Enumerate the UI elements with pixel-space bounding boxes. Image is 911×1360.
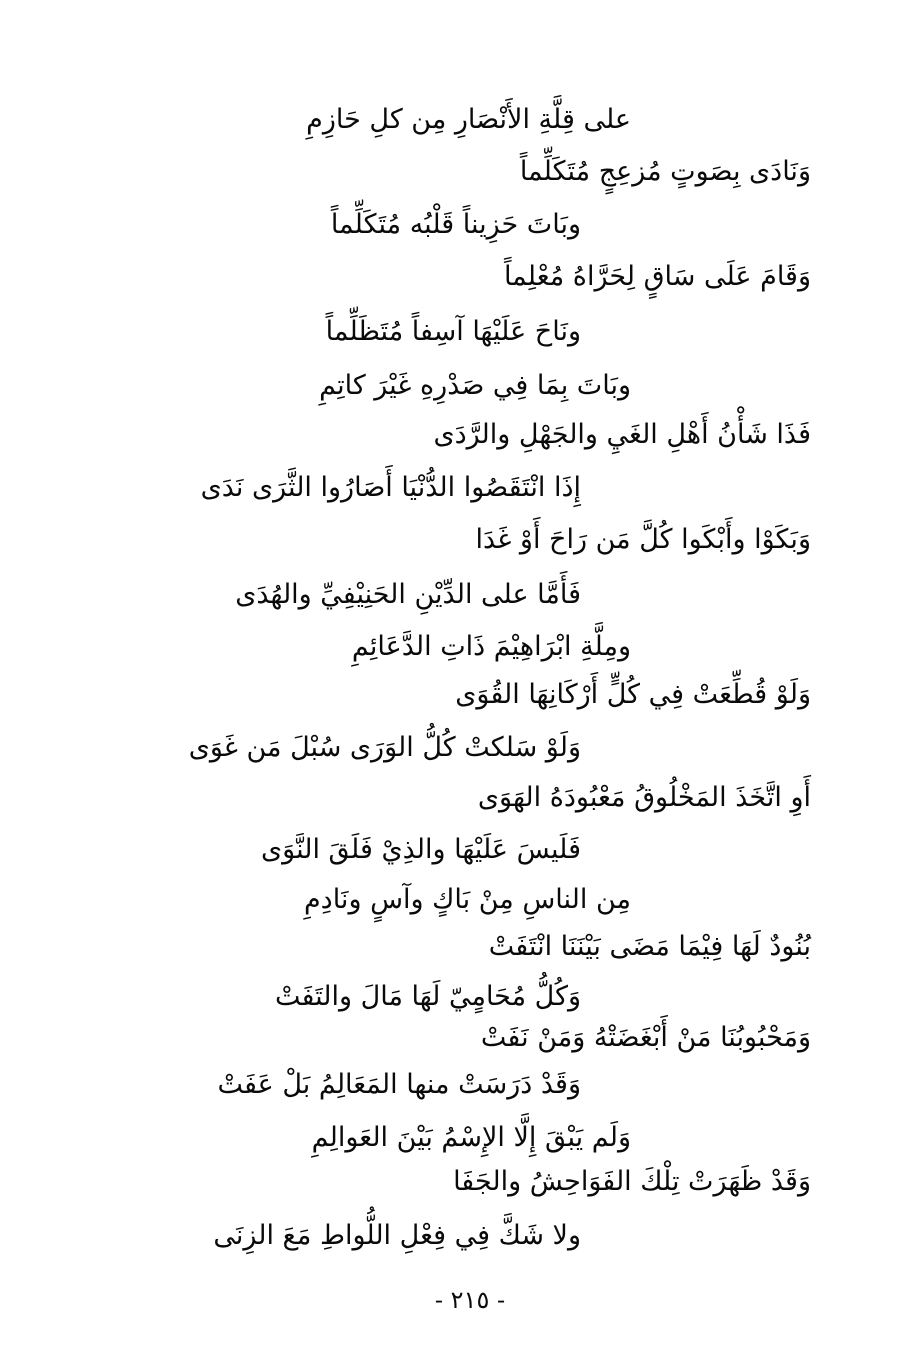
verse-line: إِذَا انْتَقَصُوا الدُّنْيَا أَصَارُوا الثَّرَى نَدَى — [200, 472, 581, 503]
verse-line: وَنَادَى بِصَوتٍ مُزعِجٍ مُتَكَلِّماً — [519, 156, 811, 187]
verse-line: مِن الناسِ مِنْ بَاكٍ وآسٍ ونَادِمِ — [303, 884, 631, 915]
verse-line: بُنُودٌ لَهَا فِيْمَا مَضَى بَيْنَنَا انْتَفَتْ — [488, 931, 811, 962]
verse-line: فَأَمَّا على الدِّيْنِ الحَنِيْفِيِّ والهُدَى — [235, 579, 581, 610]
verse-line: ومِلَّةِ ابْرَاهِيْمَ ذَاتِ الدَّعَائِمِ — [351, 631, 631, 662]
verse-line: أَوِ اتَّخَذَ المَخْلُوقُ مَعْبُودَهُ الهَوَى — [477, 782, 811, 813]
verse-line: فَذَا شَأْنُ أَهْلِ الغَيِ والجَهْلِ والرَّدَى — [433, 419, 811, 450]
verse-line: وبَاتَ بِمَا فِي صَدْرِهِ غَيْرَ كاتِمِ — [319, 370, 631, 401]
verse-line: وَقَدْ ظَهَرَتْ تِلْكَ الفَوَاحِشُ والجَفَا — [453, 1166, 811, 1197]
verse-line: وَبَكَوْا وأَبْكَوا كُلَّ مَن رَاحَ أَوْ غَدَا — [475, 524, 811, 555]
verse-line: وَقَدْ دَرَسَتْ منها المَعَالِمُ بَلْ عَفَتْ — [217, 1069, 581, 1100]
verse-line: على قِلَّةِ الأَنْصَارِ مِن كلِ حَازِمِ — [306, 104, 631, 135]
verse-line: وَمَحْبُوبُنَا مَنْ أَبْغَضَتْهُ وَمَنْ نَفَتْ — [480, 1022, 811, 1053]
verse-line: وبَاتَ حَزِيناً قَلْبُه مُتَكَلِّماً — [330, 209, 581, 240]
verse-line: وَقَامَ عَلَى سَاقٍ لِحَرَّاهُ مُعْلِماً — [503, 261, 811, 292]
verse-line: وَكُلُّ مُحَامٍيّ لَهَا مَالَ والتَفَتْ — [274, 981, 581, 1012]
verse-line: فَلَيسَ عَلَيْهَا والذِيْ فَلَقَ النَّوَى — [260, 834, 581, 865]
verse-line: وَلَوْ سَلكتْ كُلُّ الوَرَى سُبْلَ مَن غَوَى — [188, 732, 581, 763]
verse-line: ولا شَكَّ فِي فِعْلِ اللُّواطِ مَعَ الزِنَى — [213, 1220, 581, 1251]
verse-line: وَلَوْ قُطِّعَتْ فِي كُلٍّ أَرْكَانِهَا القُوَى — [455, 679, 811, 710]
page-number: - ٢١٥ - — [434, 1286, 506, 1314]
verse-line: وَلَم يَبْقَ إِلَّا الإِسْمُ بَيْنَ العَوالِمِ — [311, 1122, 631, 1153]
verse-line: ونَاحَ عَلَيْهَا آسِفاً مُتَظَلِّماً — [325, 316, 581, 347]
